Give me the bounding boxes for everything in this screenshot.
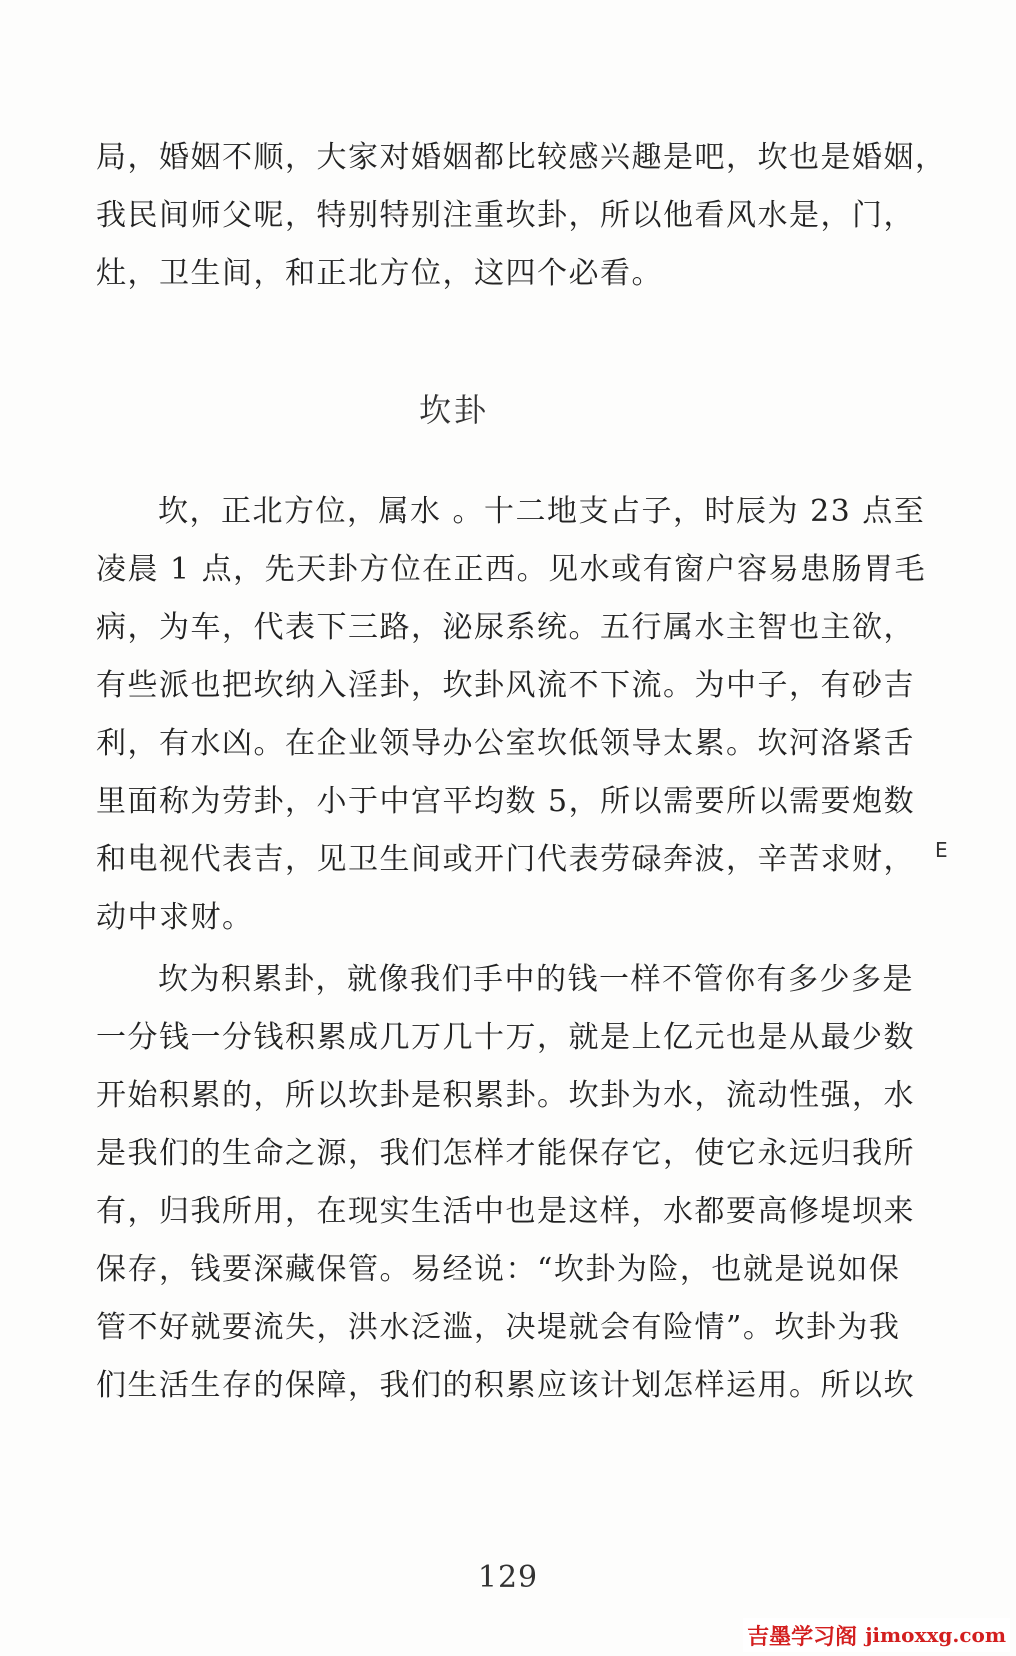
text-line: 我民间师父呢，特别特别注重坎卦，所以他看风水是，门，: [96, 198, 915, 233]
site-watermark: [743, 1618, 1010, 1652]
text-line: 和电视代表吉，见卫生间或开门代表劳碌奔波，辛苦求财，: [96, 842, 915, 877]
text-line: 保存，钱要深藏保管。易经说：“坎卦为险，也就是说如保: [96, 1252, 901, 1287]
text-line: 有些派也把坎纳入淫卦，坎卦风流不下流。为中子，有砂吉: [96, 668, 915, 703]
text-line: 开始积累的，所以坎卦是积累卦。坎卦为水，流动性强，水: [96, 1078, 915, 1113]
text-line: 坎，正北方位，属水 。十二地支占子，时辰为 23 点至: [158, 494, 926, 529]
section-title: 坎卦: [418, 391, 489, 429]
text-line: 局，婚姻不顺，大家对婚姻都比较感兴趣是吧，坎也是婚姻，: [96, 140, 947, 175]
text-line: 是我们的生命之源，我们怎样才能保存它，使它永远归我所: [96, 1136, 915, 1171]
text-line: 一分钱一分钱积累成几万几十万，就是上亿元也是从最少数: [96, 1020, 915, 1055]
text-line: 灶，卫生间，和正北方位，这四个必看。: [96, 256, 663, 291]
text-line: 里面称为劳卦，小于中宫平均数 5，所以需要所以需要炮数: [96, 784, 916, 819]
text-line: 利，有水凶。在企业领导办公室坎低领导太累。坎河洛紧舌: [96, 726, 915, 761]
text-line: 病，为车，代表下三路，泌尿系统。五行属水主智也主欲，: [96, 610, 915, 645]
margin-mark: E: [935, 838, 948, 862]
text-line: 动中求财。: [96, 900, 254, 935]
text-line: 管不好就要流失，洪水泛滥，决堤就会有险情”。坎卦为我: [96, 1310, 901, 1345]
text-line: 有，归我所用，在现实生活中也是这样，水都要高修堤坝来: [96, 1194, 915, 1229]
text-line: 们生活生存的保障，我们的积累应该计划怎样运用。所以坎: [96, 1368, 915, 1403]
watermark-domain: jimoxxg.com: [865, 1623, 1006, 1647]
text-line: 坎为积累卦，就像我们手中的钱一样不管你有多少多是: [158, 962, 914, 997]
page-number: 129: [477, 1560, 539, 1595]
text-line: 凌晨 1 点，先天卦方位在正西。见水或有窗户容易患肠胃毛: [96, 552, 927, 587]
watermark-site-name: 吉墨学习阁: [747, 1624, 858, 1650]
